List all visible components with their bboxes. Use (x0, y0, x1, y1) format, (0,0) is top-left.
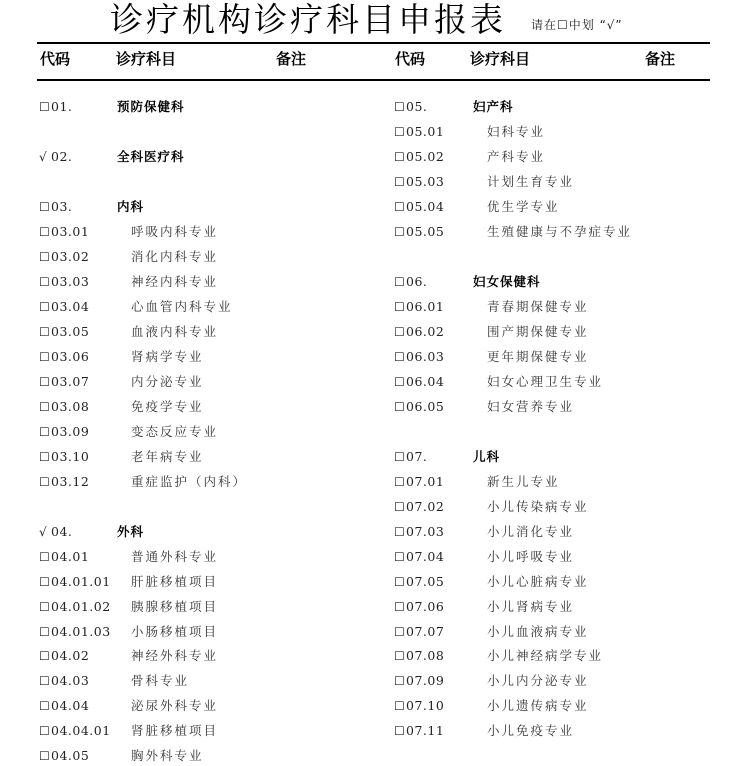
code-text: 07.11 (406, 723, 445, 738)
subject-row (39, 646, 359, 666)
category-name: 内科 (117, 199, 145, 214)
subject-row (394, 147, 714, 167)
subject-row (39, 622, 359, 642)
subject-code (39, 322, 89, 342)
subject-code (394, 222, 444, 242)
subject-code (394, 197, 444, 217)
specialty-name: 消化内科专业 (131, 249, 219, 264)
checkbox-icon[interactable]: ☐ (394, 625, 406, 639)
category-name: 妇产科 (473, 99, 514, 114)
checkbox-icon[interactable]: ☐ (394, 450, 406, 464)
checkbox-icon[interactable]: ☐ (39, 575, 51, 589)
code-text: 04.04 (51, 698, 90, 713)
subject-row (394, 522, 714, 542)
checkbox-icon[interactable]: ☐ (39, 749, 51, 763)
code-text: 01. (51, 99, 73, 114)
checkbox-icon[interactable]: ☐ (394, 125, 406, 139)
subject-row (394, 646, 714, 666)
specialty-name: 小儿心脏病专业 (487, 574, 589, 589)
checkbox-icon[interactable]: ☐ (39, 674, 51, 688)
specialty-name: 内分泌专业 (131, 374, 204, 389)
subject-code (394, 572, 444, 592)
code-text: 07.04 (406, 549, 445, 564)
subject-code (39, 522, 72, 542)
subject-row (394, 272, 714, 292)
category-name: 儿科 (473, 449, 501, 464)
code-text: 03.12 (51, 474, 90, 489)
header-remark-left: 备注 (276, 50, 307, 68)
subject-code (39, 272, 89, 292)
subject-row (39, 572, 359, 592)
subject-code (39, 297, 89, 317)
checkbox-icon[interactable]: ☐ (39, 475, 51, 489)
checkbox-icon[interactable]: ☐ (394, 200, 406, 214)
code-text: 04.03 (51, 673, 90, 688)
subject-row (39, 597, 359, 617)
subject-row (394, 597, 714, 617)
subject-row (39, 297, 359, 317)
checkmark-icon[interactable]: √ (39, 150, 48, 164)
specialty-name: 心血管内科专业 (131, 299, 233, 314)
checkbox-icon[interactable]: ☐ (394, 150, 406, 164)
code-text: 03.03 (51, 274, 90, 289)
code-text: 04.02 (51, 648, 90, 663)
subject-code (394, 122, 444, 142)
subject-row (39, 97, 359, 117)
code-text: 03.05 (51, 324, 90, 339)
subject-row (394, 172, 714, 192)
checkbox-icon[interactable]: ☐ (39, 325, 51, 339)
specialty-name: 优生学专业 (487, 199, 560, 214)
category-name: 全科医疗科 (117, 149, 185, 164)
code-text: 06.01 (406, 299, 445, 314)
subject-row (394, 472, 714, 492)
checkbox-icon[interactable]: ☐ (39, 250, 51, 264)
code-text: 04. (51, 524, 73, 539)
checkbox-icon[interactable]: ☐ (394, 724, 406, 738)
checkbox-icon[interactable]: ☐ (394, 400, 406, 414)
specialty-name: 小儿血液病专业 (487, 624, 589, 639)
subject-row (39, 322, 359, 342)
subject-row (394, 397, 714, 417)
checkbox-icon[interactable]: ☐ (394, 550, 406, 564)
specialty-name: 肝脏移植项目 (131, 574, 219, 589)
subject-row (39, 671, 359, 691)
checkbox-icon[interactable]: ☐ (39, 350, 51, 364)
subject-code (394, 97, 427, 117)
specialty-name: 神经外科专业 (131, 648, 219, 663)
code-text: 05.02 (406, 149, 445, 164)
specialty-name: 妇科专业 (487, 124, 546, 139)
checkbox-icon[interactable]: ☐ (394, 375, 406, 389)
checkbox-icon[interactable]: ☐ (394, 649, 406, 663)
checkbox-icon[interactable]: ☐ (39, 724, 51, 738)
checkbox-icon[interactable]: ☐ (394, 225, 406, 239)
category-name: 妇女保健科 (473, 274, 541, 289)
specialty-name: 围产期保健专业 (487, 324, 589, 339)
specialty-name: 青春期保健专业 (487, 299, 589, 314)
header-code-right: 代码 (395, 50, 426, 68)
specialty-name: 肾病学专业 (131, 349, 204, 364)
specialty-name: 胰腺移植项目 (131, 599, 219, 614)
specialty-name: 小儿呼吸专业 (487, 549, 575, 564)
code-text: 05.01 (406, 124, 445, 139)
code-text: 05.05 (406, 224, 445, 239)
subject-code (39, 572, 111, 592)
code-text: 07.02 (406, 499, 445, 514)
subject-code (39, 372, 89, 392)
specialty-name: 变态反应专业 (131, 424, 219, 439)
code-text: 06.04 (406, 374, 445, 389)
subject-code (39, 222, 89, 242)
specialty-name: 小儿免疫专业 (487, 723, 575, 738)
subject-code (39, 696, 89, 716)
specialty-name: 泌尿外科专业 (131, 698, 219, 713)
specialty-name: 骨科专业 (131, 673, 190, 688)
specialty-name: 老年病专业 (131, 449, 204, 464)
code-text: 07.06 (406, 599, 445, 614)
code-text: 04.01.03 (51, 624, 111, 639)
specialty-name: 计划生育专业 (487, 174, 575, 189)
subject-code (394, 347, 444, 367)
header-remark-right: 备注 (645, 50, 676, 68)
subject-code (394, 547, 444, 567)
code-text: 03.04 (51, 299, 90, 314)
subject-row (39, 347, 359, 367)
subject-row (394, 671, 714, 691)
subject-code (39, 547, 89, 567)
checkbox-icon[interactable]: ☐ (394, 325, 406, 339)
subject-code (39, 646, 89, 666)
subject-row (394, 497, 714, 517)
code-text: 07.08 (406, 648, 445, 663)
subject-row (39, 472, 359, 492)
category-name: 外科 (117, 524, 145, 539)
header-bottom-rule (37, 79, 710, 81)
checkbox-icon[interactable]: ☐ (394, 475, 406, 489)
subject-code (394, 721, 444, 741)
header-subject-right: 诊疗科目 (470, 50, 531, 68)
page-title: 诊疗机构诊疗科目申报表 (110, 0, 506, 39)
code-text: 04.05 (51, 748, 90, 763)
checkbox-icon[interactable]: ☐ (394, 275, 406, 289)
subject-row (394, 197, 714, 217)
specialty-name: 呼吸内科专业 (131, 224, 219, 239)
specialty-name: 小儿传染病专业 (487, 499, 589, 514)
specialty-name: 神经内科专业 (131, 274, 219, 289)
specialty-name: 小儿内分泌专业 (487, 673, 589, 688)
category-name: 预防保健科 (117, 99, 185, 114)
subject-code (39, 97, 72, 117)
code-text: 03.02 (51, 249, 90, 264)
subject-row (39, 272, 359, 292)
subject-code (39, 746, 89, 766)
subject-row (394, 97, 714, 117)
checkbox-icon[interactable]: ☐ (39, 300, 51, 314)
subject-row (39, 397, 359, 417)
checkbox-icon[interactable]: ☐ (394, 100, 406, 114)
subject-row (39, 422, 359, 442)
checkbox-icon[interactable]: ☐ (394, 350, 406, 364)
checkbox-icon[interactable]: ☐ (394, 699, 406, 713)
code-text: 04.01 (51, 549, 90, 564)
subject-code (39, 597, 111, 617)
subject-code (394, 372, 444, 392)
code-text: 03.01 (51, 224, 90, 239)
subject-row (394, 297, 714, 317)
specialty-name: 新生儿专业 (487, 474, 560, 489)
code-text: 07.01 (406, 474, 445, 489)
header-subject-left: 诊疗科目 (116, 50, 177, 68)
subject-code (394, 522, 444, 542)
subject-row (394, 547, 714, 567)
subject-code (394, 397, 444, 417)
specialty-name: 小肠移植项目 (131, 624, 219, 639)
code-text: 03.09 (51, 424, 90, 439)
subject-code (39, 147, 72, 167)
code-text: 07.10 (406, 698, 445, 713)
subject-code (39, 671, 89, 691)
subject-row (394, 622, 714, 642)
header-top-rule (37, 42, 710, 44)
code-text: 03. (51, 199, 73, 214)
specialty-name: 产科专业 (487, 149, 546, 164)
checkbox-icon[interactable]: ☐ (394, 600, 406, 614)
checkbox-icon[interactable]: ☐ (39, 275, 51, 289)
code-text: 04.01.01 (51, 574, 111, 589)
code-text: 03.10 (51, 449, 90, 464)
specialty-name: 免疫学专业 (131, 399, 204, 414)
subject-code (394, 272, 427, 292)
subject-code (39, 197, 72, 217)
checkbox-icon[interactable]: ☐ (39, 649, 51, 663)
subject-code (39, 721, 111, 741)
subject-row (39, 696, 359, 716)
checkbox-icon[interactable]: ☐ (39, 450, 51, 464)
checkbox-icon[interactable]: ☐ (394, 575, 406, 589)
code-text: 04.01.02 (51, 599, 111, 614)
subject-code (394, 297, 444, 317)
subject-row (394, 372, 714, 392)
code-text: 03.07 (51, 374, 90, 389)
checkbox-icon[interactable]: ☐ (39, 699, 51, 713)
specialty-name: 小儿消化专业 (487, 524, 575, 539)
specialty-name: 妇女营养专业 (487, 399, 575, 414)
code-text: 06.02 (406, 324, 445, 339)
subject-row (39, 247, 359, 267)
subject-code (39, 422, 89, 442)
checkbox-icon[interactable]: ☐ (39, 375, 51, 389)
checkbox-icon[interactable]: ☐ (39, 550, 51, 564)
specialty-name: 肾脏移植项目 (131, 723, 219, 738)
checkmark-icon[interactable]: √ (39, 525, 48, 539)
code-text: 06.03 (406, 349, 445, 364)
subject-code (394, 622, 444, 642)
subject-row (39, 147, 359, 167)
checkbox-icon[interactable]: ☐ (39, 625, 51, 639)
checkbox-icon[interactable]: ☐ (39, 400, 51, 414)
instruction-note: 请在☐中划 “√” (531, 18, 623, 32)
subject-row (39, 447, 359, 467)
subject-code (394, 172, 444, 192)
subject-row (394, 122, 714, 142)
specialty-name: 血液内科专业 (131, 324, 219, 339)
specialty-name: 生殖健康与不孕症专业 (487, 224, 633, 239)
subject-code (394, 322, 444, 342)
subject-code (394, 472, 444, 492)
subject-code (394, 497, 444, 517)
subject-row (394, 322, 714, 342)
subject-row (39, 746, 359, 766)
subject-code (39, 447, 89, 467)
checkbox-icon[interactable]: ☐ (394, 500, 406, 514)
subject-code (394, 597, 444, 617)
subject-row (394, 447, 714, 467)
subject-code (394, 671, 444, 691)
code-text: 07.09 (406, 673, 445, 688)
checkbox-icon[interactable]: ☐ (39, 100, 51, 114)
subject-code (39, 247, 89, 267)
code-text: 07.05 (406, 574, 445, 589)
specialty-name: 普通外科专业 (131, 549, 219, 564)
code-text: 05.03 (406, 174, 445, 189)
subject-code (394, 696, 444, 716)
code-text: 02. (51, 149, 73, 164)
code-text: 05.04 (406, 199, 445, 214)
checkbox-icon[interactable]: ☐ (394, 175, 406, 189)
checkbox-icon[interactable]: ☐ (394, 525, 406, 539)
specialty-name: 妇女心理卫生专业 (487, 374, 604, 389)
checkbox-icon[interactable]: ☐ (39, 225, 51, 239)
subject-code (394, 447, 427, 467)
subject-row (39, 721, 359, 741)
subject-code (39, 347, 89, 367)
subject-code (394, 646, 444, 666)
code-text: 06. (406, 274, 428, 289)
specialty-name: 小儿肾病专业 (487, 599, 575, 614)
code-text: 03.06 (51, 349, 90, 364)
code-text: 07. (406, 449, 428, 464)
code-text: 07.07 (406, 624, 445, 639)
specialty-name: 重症监护（内科） (131, 474, 248, 489)
checkbox-icon[interactable]: ☐ (39, 200, 51, 214)
subject-code (39, 622, 111, 642)
subject-row (39, 522, 359, 542)
code-text: 05. (406, 99, 428, 114)
subject-row (394, 572, 714, 592)
checkbox-icon[interactable]: ☐ (394, 300, 406, 314)
checkbox-icon[interactable]: ☐ (39, 425, 51, 439)
subject-row (394, 696, 714, 716)
specialty-name: 小儿遗传病专业 (487, 698, 589, 713)
code-text: 03.08 (51, 399, 90, 414)
code-text: 06.05 (406, 399, 445, 414)
subject-code (394, 147, 444, 167)
subject-row (394, 222, 714, 242)
header-code-left: 代码 (40, 50, 71, 68)
subject-row (39, 372, 359, 392)
code-text: 07.03 (406, 524, 445, 539)
specialty-name: 胸外科专业 (131, 748, 204, 763)
checkbox-icon[interactable]: ☐ (39, 600, 51, 614)
subject-row (39, 547, 359, 567)
specialty-name: 小儿神经病学专业 (487, 648, 604, 663)
subject-row (39, 197, 359, 217)
subject-row (394, 721, 714, 741)
subject-row (394, 347, 714, 367)
subject-row (39, 222, 359, 242)
specialty-name: 更年期保健专业 (487, 349, 589, 364)
checkbox-icon[interactable]: ☐ (394, 674, 406, 688)
code-text: 04.04.01 (51, 723, 111, 738)
subject-code (39, 397, 89, 417)
subject-code (39, 472, 89, 492)
